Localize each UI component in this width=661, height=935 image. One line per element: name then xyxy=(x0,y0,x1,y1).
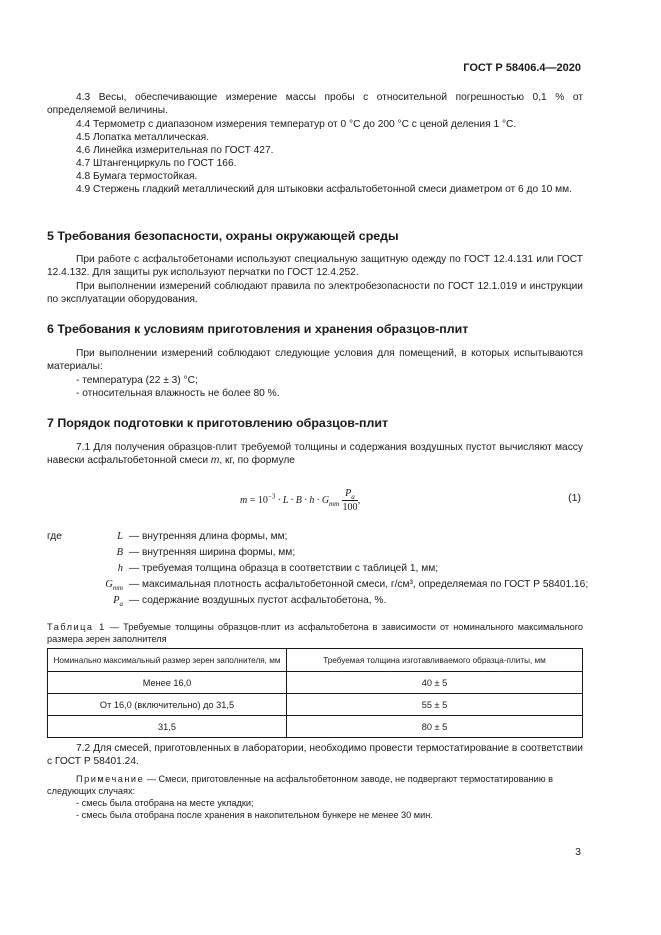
page-number: 3 xyxy=(575,846,581,858)
definition-symbol: B xyxy=(116,547,123,558)
formula-fraction: $\frac{P_a}{100}$ xyxy=(342,488,358,513)
definition-symbol: $G_{mm}$ xyxy=(105,579,123,593)
section-6-item-1: - температура (22 ± 3) °С; xyxy=(76,375,198,386)
definition-symbol: h xyxy=(117,563,123,574)
clause-4-7: 4.7 Штангенциркуль по ГОСТ 166. xyxy=(76,158,237,169)
definition-row xyxy=(47,531,607,547)
table-1 xyxy=(47,648,583,738)
definition-text: — внутренняя ширина формы, мм; xyxy=(129,547,296,558)
table-header-cell: Требуемая толщина изготавливаемого образца-плиты, мм xyxy=(287,649,583,672)
section-7-heading: 7 Порядок подготовки к приготовлению образцов-плит xyxy=(47,416,389,430)
formula-1: $m = 10^{-3} \cdot L \cdot B \cdot h \cdot G_{mm}$ $\frac{P_a}{100}$ , xyxy=(240,488,361,513)
definition-row xyxy=(47,563,607,579)
table-cell: 40 ± 5 xyxy=(287,672,583,694)
definition-row xyxy=(47,595,607,611)
clause-7-1: 7.1 Для получения образцов-плит требуемой толщины и содержания воздушных пустот вычисляют массу навески асфальтобетонной смеси m, кг, по формуле xyxy=(47,442,583,467)
definition-row xyxy=(47,547,607,563)
clause-4-4: 4.4 Термометр с диапазоном измерения температур от 0 °С до 200 °С с ценой деления 1 °С. xyxy=(76,119,517,130)
document-id: ГОСТ Р 58406.4—2020 xyxy=(463,62,581,74)
clause-4-3: 4.3 Весы, обеспечивающие измерение массы пробы с относительной погрешностью 0,1 % от определяемой величины. xyxy=(47,92,583,117)
definition-text: — требуемая толщина образца в соответствии с таблицей 1, мм; xyxy=(129,563,439,574)
clause-4-9: 4.9 Стержень гладкий металлический для штыковки асфальтобетонной смеси диаметром от 6 до 10 мм. xyxy=(76,184,572,195)
section-5-paragraph-2: При выполнении измерений соблюдают правила по электробезопасности по ГОСТ 12.1.019 и инструкции по эксплуатации оборудования. xyxy=(47,281,583,306)
clause-7-2: 7.2 Для смесей, приготовленных в лаборатории, необходимо провести термостатирование в соответствии с ГОСТ Р 58401.24. xyxy=(47,743,583,768)
definition-text: — внутренняя длина формы, мм; xyxy=(129,531,288,542)
definition-symbol: L xyxy=(117,531,123,542)
section-5-heading: 5 Требования безопасности, охраны окружающей среды xyxy=(47,229,399,243)
table-row xyxy=(48,672,583,694)
formula-number: (1) xyxy=(568,492,581,504)
table-row xyxy=(48,716,583,738)
note-item-1: - смесь была отобрана на месте укладки; xyxy=(76,798,254,808)
table-header-cell: Номинально максимальный размер зерен заполнителя, мм xyxy=(48,649,287,672)
table-cell: 55 ± 5 xyxy=(287,694,583,716)
clause-4-6: 4.6 Линейка измерительная по ГОСТ 427. xyxy=(76,145,274,156)
table-cell: 80 ± 5 xyxy=(287,716,583,738)
definition-symbol: $P_a$ xyxy=(113,595,123,609)
table-cell: Менее 16,0 xyxy=(48,672,287,694)
definition-row xyxy=(47,579,607,595)
where-label: где xyxy=(47,531,62,542)
section-6-paragraph-1: При выполнении измерений соблюдают следующие условия для помещений, в которых испытываются материалы: xyxy=(47,348,583,373)
definition-text: — максимальная плотность асфальтобетонной смеси, г/см³, определяемая по ГОСТ Р 58401.16; xyxy=(129,579,589,590)
table-1-caption: Таблица 1 — Требуемые толщины образцов-плит из асфальтобетона в зависимости от номинального максимального размера зерен заполнителя xyxy=(47,622,584,644)
note: Примечание — Смеси, приготовленные на асфальтобетонном заводе, не подвергают термостатированию в следующих случаях: xyxy=(47,774,554,796)
table-cell: 31,5 xyxy=(48,716,287,738)
section-6-heading: 6 Требования к условиям приготовления и хранения образцов-плит xyxy=(47,322,469,336)
definition-text: — содержание воздушных пустот асфальтобетона, %. xyxy=(129,595,387,606)
table-cell: От 16,0 (включительно) до 31,5 xyxy=(48,694,287,716)
clause-4-8: 4.8 Бумага термостойкая. xyxy=(76,171,198,182)
section-5-paragraph-1: При работе с асфальтобетонами используют специальную защитную одежду по ГОСТ 12.4.131 или ГОСТ 12.4.132. Для защиты рук используют перчатки по ГОСТ 12.4.252. xyxy=(47,254,583,279)
clause-4-5: 4.5 Лопатка металлическая. xyxy=(76,132,210,143)
table-row xyxy=(48,694,583,716)
note-item-2: - смесь была отобрана после хранения в накопительном бункере не менее 30 мин. xyxy=(76,810,433,820)
table-header-row xyxy=(48,649,583,672)
section-6-item-2: - относительная влажность не более 80 %. xyxy=(76,388,280,399)
